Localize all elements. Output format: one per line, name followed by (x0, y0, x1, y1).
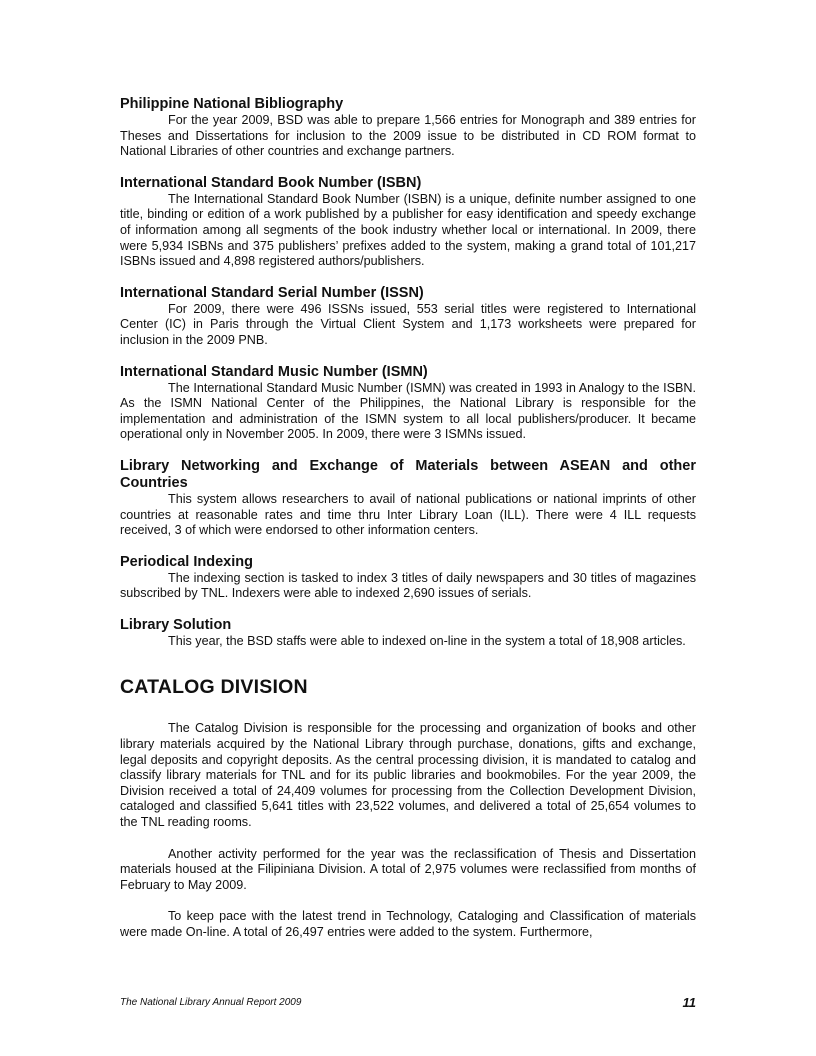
section-library-networking (120, 458, 696, 539)
section-heading: International Standard Serial Number (ISSN) (120, 284, 424, 301)
page-footer (120, 995, 696, 1015)
page-number: 11 (682, 995, 696, 1010)
section-heading: Periodical Indexing (120, 553, 253, 570)
section-body: The indexing section is tasked to index 3 titles of daily newspapers and 30 titles of magazines subscribed by TNL. Indexers were able to indexed 2,690 issues of serials. (120, 570, 696, 601)
division-paragraph: The Catalog Division is responsible for the processing and organization of books and other library materials acquired by the National Library through purchase, donations, gifts and exchange, legal deposits and copyright deposits. As the central processing division, it is mandated to catalog and classify library materials for TNL and for its public libraries and bookmobiles. For the year 2009, the Division received a total of 24,409 volumes for processing from the Collection Development Division, cataloged and classified 5,641 titles with 23,522 volumes, and delivered a total of 25,654 volumes to the TNL reading rooms. (120, 721, 696, 830)
section-body: The International Standard Music Number (ISMN) was created in 1993 in Analogy to the ISBN. As the ISMN National Center of the Philippines, the National Library is responsible for the implementation and administration of the ISMN system to all local publishers/producer. It became operational only in November 2005. In 2009, there were 3 ISMNs issued. (120, 380, 696, 442)
section-body: This year, the BSD staffs were able to indexed on-line in the system a total of 18,908 articles. (168, 633, 686, 648)
section-ismn (120, 364, 696, 443)
section-heading: International Standard Music Number (ISMN) (120, 363, 428, 380)
section-heading: International Standard Book Number (ISBN) (120, 174, 422, 191)
section-periodical-indexing (120, 554, 696, 602)
footer-report-title: The National Library Annual Report 2009 (120, 997, 302, 1008)
division-paragraph: To keep pace with the latest trend in Technology, Cataloging and Classification of materials were made On-line. A total of 26,497 entries were added to the system. Furthermore, (120, 909, 696, 939)
division-paragraph: Another activity performed for the year was the reclassification of Thesis and Dissertation materials housed at the Filipiniana Division. A total of 2,975 volumes were reclassified from months of February to May 2009. (120, 846, 696, 892)
section-body: For the year 2009, BSD was able to prepare 1,566 entries for Monograph and 389 entries for Theses and Dissertations for inclusion to the 2009 issue to be distributed in CD ROM format to National Libraries of other countries and exchange partners. (120, 113, 696, 159)
section-isbn (120, 175, 696, 270)
section-body: This system allows researchers to avail of national publications or national imprints of other countries at reasonable rates and time thru Inter Library Loan (ILL). There were 4 ILL requests received, 3 of which were endorsed to other information centers. (120, 491, 696, 538)
section-heading: Philippine National Bibliography (120, 96, 344, 112)
section-library-solution (120, 617, 696, 650)
page-content (120, 96, 696, 957)
division-title: CATALOG DIVISION (120, 676, 308, 699)
section-body: For 2009, there were 496 ISSNs issued, 553 serial titles were registered to International Center (IC) in Paris through the Virtual Client System and 1,173 worksheets were prepared for inclusion in the 2009 PNB. (120, 301, 696, 347)
section-heading: Library Networking and Exchange of Materials between ASEAN and other Countries (120, 457, 696, 491)
section-heading: Library Solution (120, 616, 232, 633)
section-philippine-national-bibliography (120, 96, 696, 160)
section-body: The International Standard Book Number (ISBN) is a unique, definite number assigned to one title, binding or edition of a work published by a publisher for easy identification and speedy exchange of information among all segments of the book industry whether local or international. In 2009, there were 5,934 ISBNs and 375 publishers’ prefixes added to the system, making a grand total of 101,217 ISBNs issued and 4,898 registered authors/publishers. (120, 191, 696, 269)
section-issn (120, 285, 696, 349)
